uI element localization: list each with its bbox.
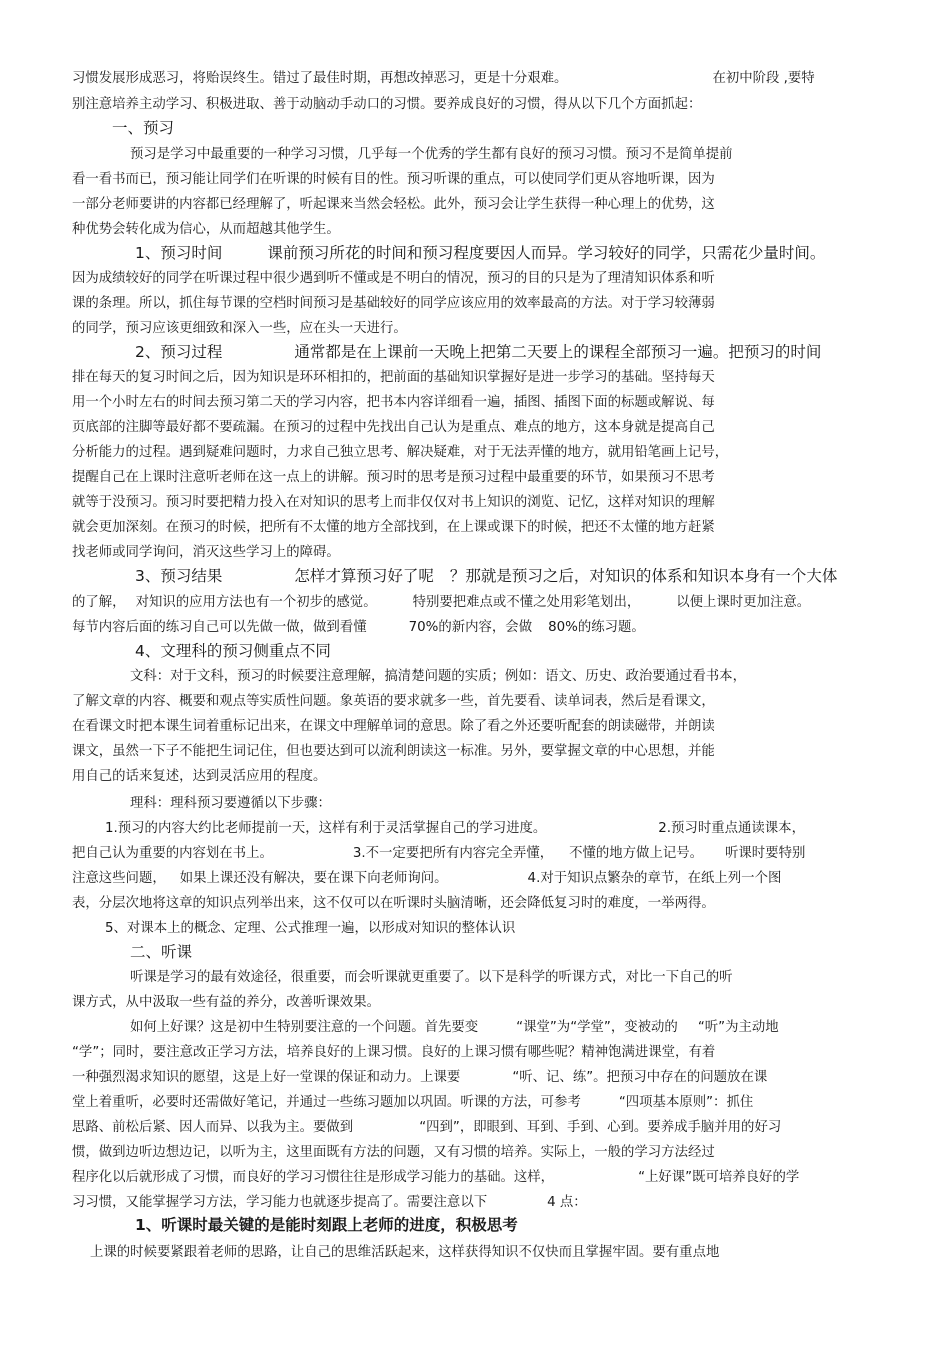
text-line [72,619,645,636]
text-segment: 听课时要特别 [725,846,806,861]
text-segment: “学”；同时，要注意改正学习方法，培养良好的上课习惯。良好的上课习惯有哪些呢？精神饱满进课堂，有着 [72,1045,716,1060]
text-line [72,494,715,511]
text-segment: 3.不一定要把所有内容完全弄懂， [352,846,554,861]
text-segment: 在初中阶段 ,要特 [712,71,815,86]
text-line [72,544,340,561]
text-line [72,693,715,710]
text-segment: 别注意培养主动学习、积极进取、善于动脑动手动口的习惯。要养成良好的习惯，得从以下几个方面抓起： [72,97,702,112]
text-segment: 1、预习时间 [135,244,223,262]
text-line [105,820,805,837]
text-line [72,1094,753,1111]
text-segment: 如果上课还没有解决，要在课下向老师询问。 [179,871,448,886]
text-segment: 课方式，从中汲取一些有益的养分，改善听课效果。 [72,995,380,1010]
text-segment: 2、预习过程 [135,343,223,361]
text-line [130,668,746,685]
text-segment: “四项基本原则”：抓住 [618,1095,754,1110]
text-segment: 看一看书而已，预习能让同学们在听课的时候有目的性。预习听课的重点，可以使同学们更从容地听课，因为 [72,172,715,187]
text-segment: 在看课文时把本课生词着重标记出来，在课文中理解单词的意思。除了看之外还要听配套的朗读磁带，并朗读 [72,719,715,734]
section-heading [112,120,174,137]
text-segment: 课的条理。所以，抓住每节课的空档时间预习是基础较好的同学应该应用的效率最高的方法。对于学习较薄弱 [72,296,715,311]
text-segment: 就等于没预习。预习时要把精力投入在对知识的思考上而非仅仅对书上知识的浏览、记忆，这样对知识的理解 [72,495,715,510]
text-segment: ？那就是预习之后，对知识的体系和知识本身有一个大体 [449,567,838,585]
text-segment: 预习是学习中最重要的一种学习习惯，几乎每一个优秀的学生都有良好的预习习惯。预习不是简单提前 [130,147,733,162]
text-segment: 一种强烈渴求知识的愿望，这是上好一堂课的保证和动力。上课要 [72,1070,461,1085]
text-line [72,594,810,611]
text-line [72,1069,767,1086]
text-line [72,1169,799,1186]
text-segment: “上好课”既可培养良好的学 [638,1170,800,1185]
text-line [130,146,733,163]
text-segment: 的了解， [72,595,126,610]
text-line [72,994,380,1011]
text-line [130,795,331,812]
text-line [72,419,715,436]
text-segment: 思路、前松后紧、因人而异、以我为主。要做到 [72,1120,354,1135]
text-line [72,196,715,213]
text-segment: 1.预习的内容大约比老师提前一天，这样有利于灵活掌握自己的学习进度。 [105,821,547,836]
text-line [130,969,733,986]
text-segment: 4.对于知识点繁杂的章节，在纸上列一个图 [527,871,782,886]
text-segment: “四到”，即眼到、耳到、手到、心到。要养成手脑并用的好习 [419,1120,782,1135]
text-segment: 理科：理科预习要遵循以下步骤： [130,796,331,811]
text-segment: 通常都是在上课前一天晚上把第二天要上的课程全部预习一遍。把预习的时间 [294,343,822,361]
text-segment: 页底部的注脚等最好都不要疏漏。在预习的过程中先找出自己认为是重点、难点的地方，这本身就是提高自己 [72,420,715,435]
text-segment: 提醒自己在上课时注意听老师在这一点上的讲解。预习时的思考是预习过程中最重要的环节，如果预习不思考 [72,470,715,485]
text-segment: 4 点： [547,1195,587,1210]
text-segment: 3、预习结果 [135,567,223,585]
text-line [72,768,326,785]
text-segment: 怎样才算预习好了呢 [294,567,434,585]
text-line [72,96,701,113]
text-line [72,469,715,486]
text-segment: 一、预习 [112,119,175,137]
text-segment: 种优势会转化成为信心，从而超越其他学生。 [72,222,340,237]
text-line [72,320,407,337]
text-segment: 把自己认为重要的内容划在书上。 [72,846,273,861]
section-heading [135,643,331,660]
text-segment: 分析能力的过程。遇到疑难问题时，力求自己独立思考、解决疑难，对于无法弄懂的地方，就用铅笔画上记号， [72,445,729,460]
section-heading [135,568,837,585]
text-segment: 了解文章的内容、概要和观点等实质性问题。象英语的要求就多一些，首先要看、读单词表，然后是看课文， [72,694,715,709]
text-segment: 排在每天的复习时间之后，因为知识是环环相扣的，把前面的基础知识掌握好是进一步学习的基础。坚持每天 [72,370,715,385]
text-segment: 用一个小时左右的时间去预习第二天的学习内容，把书本内容详细看一遍，插图、插图下面的标题或解说、每 [72,395,715,410]
text-line [72,369,715,386]
text-segment: 以便上课时更加注意。 [676,595,811,610]
text-segment: “课堂”为“学堂”，变被动的 [516,1020,678,1035]
text-segment: 就会更加深刻。在预习的时候，把所有不太懂的地方全部找到，在上课或课下的时候，把还不太懂的地方赶紧 [72,520,715,535]
text-segment: 70%的新内容，会做 [408,620,533,635]
text-line [72,743,715,760]
text-segment: 上课的时候要紧跟着老师的思路，让自己的思维活跃起来，这样获得知识不仅快而且掌握牢固。要有重点地 [90,1245,720,1260]
text-segment: 80%的练习题。 [548,620,645,635]
text-segment: 注意这些问题， [72,871,166,886]
text-line [72,1119,781,1136]
text-segment: 如何上好课？这是初中生特别要注意的一个问题。首先要变 [130,1020,479,1035]
text-line [72,270,715,287]
text-segment: 文科：对于文科，预习的时候要注意理解，搞清楚问题的实质；例如：语文、历史、政治要通过看书本， [130,669,746,684]
text-line [72,1044,715,1061]
text-segment: 二、听课 [130,943,193,961]
text-line [72,171,715,188]
text-segment: 5、对课本上的概念、定理、公式推理一遍，以形成对知识的整体认识 [105,921,516,936]
text-segment: “听、记、练”。把预习中存在的问题放在课 [512,1070,768,1085]
text-segment: 习习惯，又能掌握学习方法，学习能力也就逐步提高了。需要注意以下 [72,1195,488,1210]
text-segment: 不懂的地方做上记号。 [569,846,704,861]
text-line [72,870,781,887]
text-line [72,70,815,87]
text-line [105,920,515,937]
text-line [72,1194,587,1211]
text-segment: 用自己的话来复述，达到灵活应用的程度。 [72,769,327,784]
text-segment: “听”为主动地 [697,1020,779,1035]
section-heading [135,1217,518,1234]
text-segment: 因为成绩较好的同学在听课过程中很少遇到听不懂或是不明白的情况，预习的目的只是为了理清知识体系和听 [72,271,715,286]
text-line [90,1244,719,1261]
text-segment: 听课是学习的最有效途径，很重要，而会听课就更重要了。以下是科学的听课方式，对比一下自己的听 [130,970,733,985]
text-line [72,295,715,312]
text-line [72,845,805,862]
section-heading [135,344,821,361]
text-line [72,394,715,411]
text-segment: 堂上着重听，必要时还需做好笔记，并通过一些练习题加以巩固。听课的方法，可参考 [72,1095,581,1110]
text-line [72,221,340,238]
text-segment: 每节内容后面的练习自己可以先做一做，做到看懂 [72,620,367,635]
text-segment: 课前预习所花的时间和预习程度要因人而异。学习较好的同学，只需花少量时间。 [267,244,826,262]
text-line [72,895,715,912]
text-segment: 程序化以后就形成了习惯，而良好的学习习惯往往是形成学习能力的基础。这样， [72,1170,555,1185]
text-segment: 1、听课时最关键的是能时刻跟上老师的进度，积极思考 [135,1216,518,1234]
text-segment: 表，分层次地将这章的知识点列举出来，这不仅可以在听课时头脑清晰，还会降低复习时的难度，一举两得。 [72,896,715,911]
section-heading [130,944,192,961]
text-segment: 4、文理科的预习侧重点不同 [135,642,331,660]
text-line [72,1144,715,1161]
text-line [72,718,715,735]
text-segment: 课文，虽然一下子不能把生词记住，但也要达到可以流利朗读这一标准。另外，要掌握文章的中心思想，并能 [72,744,715,759]
text-segment: 的同学，预习应该更细致和深入一些，应在头一天进行。 [72,321,407,336]
text-line [72,519,715,536]
text-segment: 习惯发展形成恶习，将贻误终生。错过了最佳时期，再想改掉恶习，更是十分艰难。 [72,71,568,86]
text-line [130,1019,779,1036]
text-segment: 对知识的应用方法也有一个初步的感觉。 [135,595,377,610]
text-segment: 2.预习时重点通读课本， [658,821,805,836]
text-segment: 一部分老师要讲的内容都已经理解了，听起课来当然会轻松。此外，预习会让学生获得一种心理上的优势，这 [72,197,715,212]
text-segment: 惯，做到边听边想边记，以听为主，这里面既有方法的问题，又有习惯的培养。实际上，一般的学习方法经过 [72,1145,715,1160]
text-line [72,444,728,461]
section-heading [135,245,825,262]
text-segment: 特别要把难点或不懂之处用彩笔划出， [412,595,641,610]
text-segment: 找老师或同学询问，消灭这些学习上的障碍。 [72,545,340,560]
